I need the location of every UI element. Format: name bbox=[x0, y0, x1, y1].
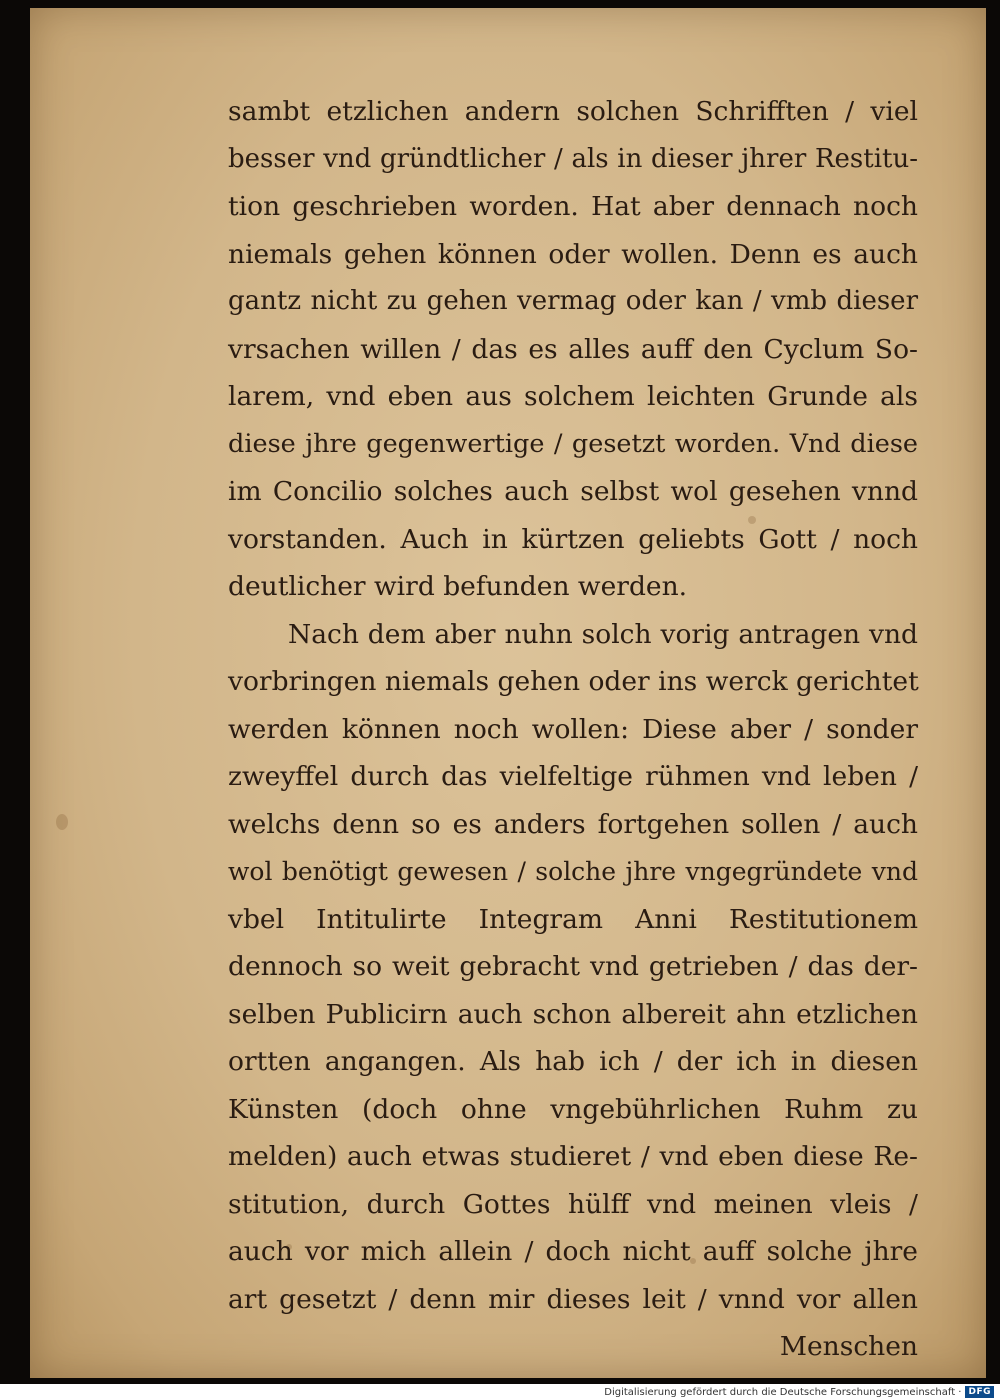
text-line: welchs denn so es anders fortgehen sollen / auch bbox=[228, 808, 918, 840]
text-line: ortten angangen. Als hab ich / der ich in diesen bbox=[228, 1046, 918, 1077]
text-line: melden) auch etwas studieret / vnd eben diese Re- bbox=[228, 1141, 918, 1172]
text-line: niemals gehen können oder wollen. Denn es auch bbox=[228, 238, 918, 270]
text-line: vorstanden. Auch in kürtzen geliebts Gott / noch bbox=[228, 523, 918, 555]
text-line: wol benötigt gewesen / solche jhre vngegründete vnd bbox=[228, 857, 918, 886]
text-line: Künsten (doch ohne vngebührlichen Ruhm zu bbox=[228, 1093, 918, 1125]
text-line: tion geschrieben worden. Hat aber dennach noch bbox=[228, 191, 918, 222]
page-text bbox=[228, 88, 918, 1371]
text-line: vrsachen willen / das es alles auff den Cyclum So- bbox=[228, 333, 918, 365]
text-line: werden können noch wollen: Diese aber / sonder bbox=[228, 713, 918, 745]
text-line: sambt etzlichen andern solchen Schrifften / viel bbox=[228, 96, 918, 127]
text-line: besser vnd gründtlicher / als in dieser jhrer Restitu- bbox=[228, 143, 918, 174]
footer-credit: Digitalisierung gefördert durch die Deutsche Forschungsgemeinschaft · bbox=[604, 1386, 962, 1398]
text-line: vbel Intitulirte Integram Anni Restitutionem bbox=[228, 903, 918, 935]
text-line: stitution, durch Gottes hülff vnd meinen vleis / bbox=[228, 1188, 918, 1220]
text-line: Nach dem aber nuhn solch vorig antragen vnd bbox=[288, 618, 918, 650]
dfg-logo: DFG bbox=[965, 1386, 994, 1398]
text-line: auch vor mich allein / doch nicht auff solche jhre bbox=[228, 1236, 918, 1267]
text-line: zweyffel durch das vielfeltige rühmen vnd leben / bbox=[228, 761, 918, 792]
text-line: vorbringen niemals gehen oder ins werck gerichtet bbox=[228, 666, 919, 697]
digitization-footer bbox=[604, 1385, 994, 1399]
text-line: deutlicher wird befunden werden. bbox=[228, 571, 688, 602]
text-line: im Concilio solches auch selbst wol gesehen vnnd bbox=[228, 476, 918, 507]
text-line: larem, vnd eben aus solchem leichten Grunde als bbox=[228, 381, 918, 412]
text-line: gantz nicht zu gehen vermag oder kan / vmb dieser bbox=[228, 286, 918, 316]
text-line: dennoch so weit gebracht vnd getrieben / das der- bbox=[228, 951, 918, 982]
catchword: Menschen bbox=[779, 1331, 918, 1362]
text-line: selben Publicirn auch schon albereit ahn etzlichen bbox=[228, 998, 918, 1030]
text-line: diese jhre gegenwertige / gesetzt worden. Vnd diese bbox=[228, 428, 918, 459]
text-line: art gesetzt / denn mir dieses leit / vnnd vor allen bbox=[228, 1283, 918, 1315]
paper-stain bbox=[56, 814, 68, 830]
